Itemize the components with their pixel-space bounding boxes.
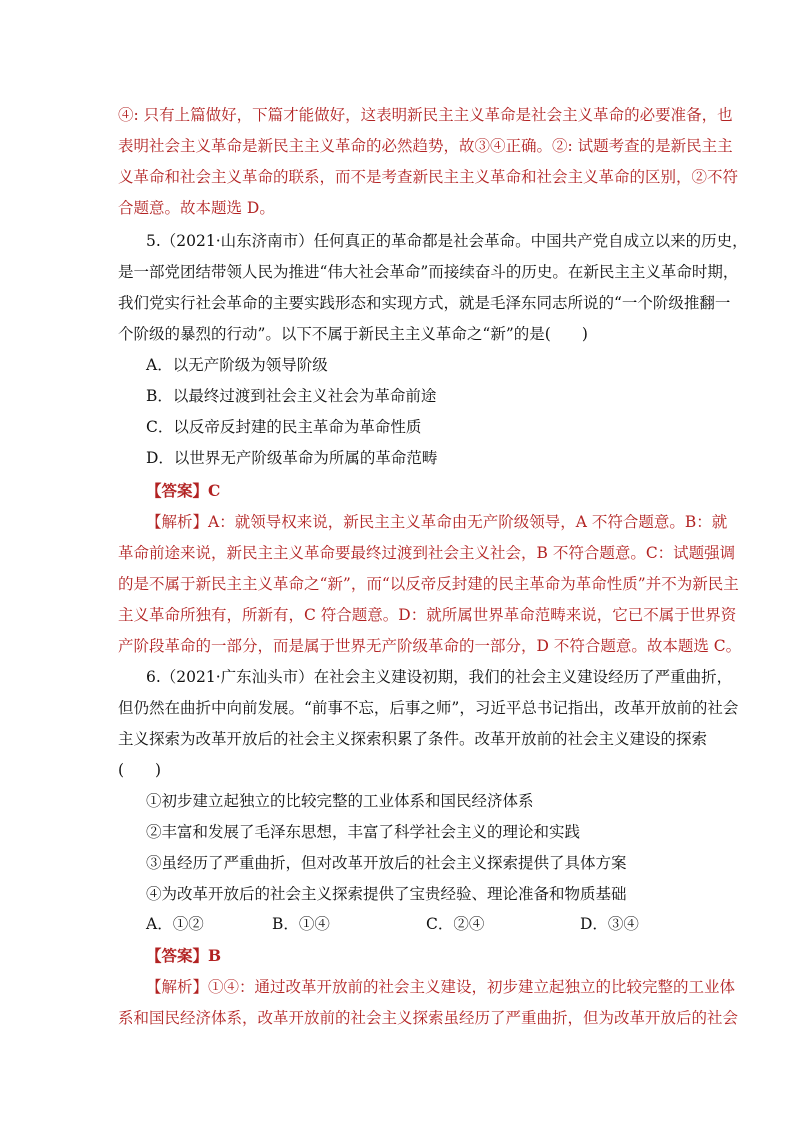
text-line: 我们党实行社会革命的主要实践形态和实现方式，就是毛泽东同志所说的“一个阶级推翻一: [118, 294, 731, 312]
answer-option: A．①②: [146, 915, 204, 933]
text-line: 个阶级的暴烈的行动”。以下不属于新民主主义革命之“新”的是( ): [118, 325, 588, 343]
text-line: B．以最终过渡到社会主义社会为革命前途: [146, 387, 437, 405]
text-line: 合题意。故本题选 D。: [118, 199, 275, 217]
text-line: 【解析】①④：通过改革开放前的社会主义建设，初步建立起独立的比较完整的工业体: [146, 978, 736, 996]
text-line: ②丰富和发展了毛泽东思想，丰富了科学社会主义的理论和实践: [146, 823, 581, 841]
answer-option: D．③④: [580, 915, 639, 933]
answer-option: C．②④: [426, 915, 485, 933]
text-line: 但仍然在曲折中向前发展。“前事不忘，后事之师”，习近平总书记指出，改革开放前的社会: [118, 699, 739, 717]
text-line: ( ): [118, 761, 162, 779]
text-line: 【答案】C: [146, 481, 221, 500]
text-line: 义革命和社会主义革命的联系，而不是考查新民主主义革命和社会主义革命的区别，②不符: [118, 168, 739, 186]
text-line: 革命前途来说，新民主主义革命要最终过渡到社会主义社会，B 不符合题意。C：试题强调: [118, 544, 736, 562]
text-line: 是一部党团结带领人民为推进“伟大社会革命”而接续奋斗的历史。在新民主主义革命时期，: [118, 263, 739, 281]
text-line: 主义探索为改革开放后的社会主义探索积累了条件。改革开放前的社会主义建设的探索: [118, 730, 708, 748]
text-line: 主义革命所独有，所新有，C 符合题意。D：就所属世界革命范畴来说，它已不属于世界资: [118, 606, 737, 624]
text-line: ③虽经历了严重曲折，但对改革开放后的社会主义探索提供了具体方案: [146, 854, 627, 872]
text-line: 5.（2021·山东济南市）任何真正的革命都是社会革命。中国共产党自成立以来的历史，: [146, 232, 748, 250]
text-line: D．以世界无产阶级革命为所属的革命范畴: [146, 449, 438, 467]
text-line: ④为改革开放后的社会主义探索提供了宝贵经验、理论准备和物质基础: [146, 885, 627, 903]
text-line: 6.（2021·广东汕头市）在社会主义建设初期，我们的社会主义建设经历了严重曲折，: [146, 668, 733, 686]
text-line: ④: 只有上篇做好，下篇才能做好，这表明新民主主义革命是社会主义革命的必要准备，也: [118, 106, 733, 124]
text-line: 产阶段革命的一部分，而是属于世界无产阶级革命的一部分，D 不符合题意。故本题选 C。: [118, 637, 742, 655]
answer-option: B．①④: [272, 915, 330, 933]
text-line: A．以无产阶级为领导阶级: [146, 356, 328, 374]
text-line: C．以反帝反封建的民主革命为革命性质: [146, 418, 422, 436]
text-line: 【答案】B: [146, 946, 222, 965]
text-line: 表明社会主义革命是新民主主义革命的必然趋势，故③④正确。②: 试题考查的是新民主主: [118, 137, 733, 155]
text-line: 【解析】A：就领导权来说，新民主主义革命由无产阶级领导，A 不符合题意。B：就: [146, 513, 728, 531]
text-line: 系和国民经济体系，改革开放前的社会主义探索虽经历了严重曲折，但为改革开放后的社会: [118, 1009, 739, 1027]
text-line: 的是不属于新民主主义革命之“新”，而“以反帝反封建的民主革命为革命性质”并不为新民主: [118, 575, 739, 593]
text-line: ①初步建立起独立的比较完整的工业体系和国民经济体系: [146, 792, 534, 810]
